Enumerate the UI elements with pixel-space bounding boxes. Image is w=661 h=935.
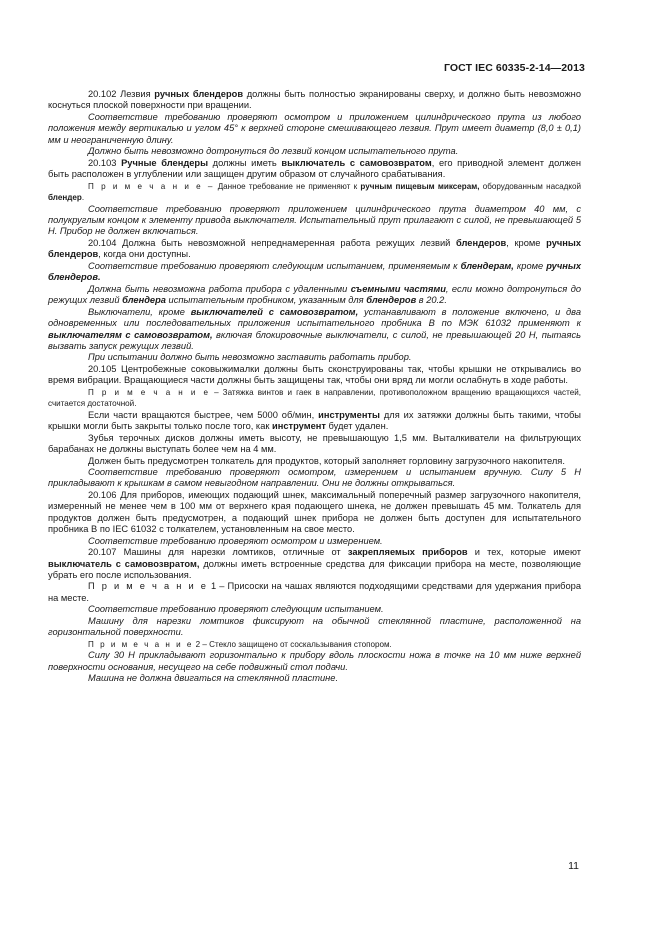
text-run: Если части вращаются быстрее, чем 5000 об/мин, bbox=[88, 409, 319, 420]
text-run: 20.106 Для приборов, имеющих подающий шнек, максимальный поперечный размер загрузочного накопителя, измеренный не менее чем в 100 мм от верхнего края подающего шнека, не должен превышать 45 мм. Толкатель для продуктов должен быть предусмотрен, а подающий шнек прибора не должен быть доступен для испытательного пробника В по IEC 61032 с толкателем, установленным на свое место. bbox=[48, 489, 581, 535]
text-run: Машину для нарезки ломтиков фиксируют на обычной стеклянной пластине, расположенной на горизонтальной поверхности. bbox=[48, 615, 581, 638]
paragraph bbox=[48, 261, 581, 284]
bold-term: Ручные блендеры bbox=[121, 157, 209, 168]
note-label: П р и м е ч а н и е bbox=[88, 639, 194, 649]
bold-term: блендерам, bbox=[460, 260, 514, 271]
paragraph bbox=[48, 146, 581, 157]
note-label: П р и м е ч а н и е bbox=[88, 387, 210, 397]
text-run: – Затяжка винтов и гаек в направлении, противоположном вращению вращающихся частей, считается достаточной. bbox=[48, 387, 581, 409]
text-run: Соответствие требованию проверяют осмотром и измерением. bbox=[88, 535, 383, 546]
bold-term: съемными частями bbox=[350, 283, 446, 294]
text-run: . bbox=[81, 193, 85, 203]
text-run: 20.103 bbox=[88, 157, 122, 168]
paragraph bbox=[48, 158, 581, 181]
text-run: Зубья терочных дисков должны иметь высоту, не превышающую 1,5 мм. Выталкиватели на фильтрующих барабанах не должны выступать более чем на 4 мм. bbox=[48, 432, 581, 455]
paragraph bbox=[48, 112, 581, 146]
note-paragraph bbox=[48, 581, 581, 604]
text-run: 1 – Присоски на чашах являются подходящими средствами для удержания прибора на месте. bbox=[48, 581, 581, 603]
text-run: для их затяжки должны быть такими, чтобы крышки могли быть закрыты только после того, как bbox=[48, 409, 581, 432]
text-run: Должен быть предусмотрен толкатель для продуктов, который заполняет горловину загрузочного накопителя. bbox=[88, 455, 565, 466]
text-run: в 20.2. bbox=[416, 295, 447, 306]
text-run: 20.107 Машины для нарезки ломтиков, отличные от bbox=[88, 547, 348, 558]
bold-term: блендеров bbox=[366, 295, 417, 306]
standard-designation: ГОСТ IEC 60335-2-14—2013 bbox=[443, 62, 585, 74]
text-run: Данное требование не применяют к bbox=[214, 181, 361, 191]
paragraph bbox=[48, 307, 581, 353]
paragraph bbox=[48, 352, 581, 363]
bold-term: блендер bbox=[48, 193, 82, 203]
note-label: П р и м е ч а н и е bbox=[88, 581, 208, 592]
paragraph bbox=[48, 536, 581, 547]
paragraph bbox=[48, 673, 581, 684]
bold-term: выключатель с самовозвратом bbox=[281, 157, 432, 168]
text-run: , его приводной элемент должен быть расположен в углублении или защищен другим образом от случайного срабатывания. bbox=[48, 157, 581, 180]
text-run: должны иметь bbox=[208, 157, 282, 168]
text-run: При испытании должно быть невозможно заставить работать прибор. bbox=[88, 352, 412, 363]
paragraph bbox=[48, 456, 581, 467]
text-run: Соответствие требованию проверяют приложением цилиндрического прута диаметром 40 мм, с полукруглым концом к элементу привода выключателя. Испытательный прут прилагают с силой, не превышающей 5 Н. Прибор не должен включаться. bbox=[48, 203, 581, 237]
paragraph bbox=[48, 204, 581, 238]
page-body bbox=[48, 89, 581, 685]
bold-term: инструмент bbox=[272, 421, 326, 432]
bold-term: ручных блендеров. bbox=[48, 260, 581, 283]
text-run: кроме bbox=[513, 260, 547, 271]
bold-term: ручных блендеров bbox=[154, 89, 244, 99]
text-run: должны быть полностью экранированы сверху, и должно быть невозможно коснуться плоской поверхности при вращении. bbox=[48, 89, 581, 111]
text-run: и тех, которые имеют bbox=[467, 547, 581, 558]
text-run: будет удален. bbox=[325, 421, 389, 432]
paragraph bbox=[48, 490, 581, 536]
text-run: Должна быть невозможна работа прибора с удаленными bbox=[88, 283, 351, 294]
text-run: Машина не должна двигаться на стеклянной пластине. bbox=[88, 673, 339, 684]
paragraph bbox=[48, 238, 581, 261]
paragraph bbox=[48, 547, 581, 581]
text-run: оборудованным насадкой bbox=[479, 181, 582, 191]
bold-term: выключателям с самовозвратом, bbox=[48, 329, 213, 340]
text-run: включая блокировочные выключатели, с силой, не превышающей 20 Н, пытаясь вызвать запуск режущих лезвий. bbox=[48, 329, 581, 351]
text-run: Силу 30 Н прикладывают горизонтально к прибору вдоль плоскости ножа в точке на 10 мм ниже верхней поверхности основания, несущего на себе подвижный стол подачи. bbox=[48, 650, 581, 672]
text-run: Соответствие требованию проверяют осмотром и приложением цилиндрического прута из любого положения между вертикалью и углом 45° к верхней стороне смешивающего лезвия. Прут имеет диаметр (8,0 ± 0,1) мм и неограниченную длину. bbox=[48, 111, 581, 145]
text-run: , кроме bbox=[506, 237, 547, 248]
text-run: , если можно дотронуться до режущих лезвий bbox=[48, 283, 581, 306]
bold-term: закрепляемых приборов bbox=[347, 547, 468, 558]
paragraph bbox=[48, 650, 581, 673]
bold-term: инструменты bbox=[318, 409, 380, 420]
bold-term: ручных блендеров bbox=[48, 237, 581, 260]
note-paragraph bbox=[48, 387, 581, 410]
note-label: П р и м е ч а н и е – bbox=[88, 181, 215, 191]
bold-term: выключателей с самовозвратом, bbox=[190, 306, 359, 317]
text-run: Должно быть невозможно дотронуться до лезвий концом испытательного прута. bbox=[88, 146, 459, 157]
text-run: 20.105 Центробежные соковыжималки должны быть сконструированы так, чтобы крышки не открывались во время вибрации. Вращающиеся части должны быть защищены так, чтобы они вряд ли могли ослабнуть в ходе работы. bbox=[48, 363, 581, 386]
paragraph bbox=[48, 604, 581, 615]
bold-term: выключатель с самовозвратом, bbox=[48, 558, 200, 569]
paragraph bbox=[48, 89, 581, 112]
text-run: должны иметь встроенные средства для фиксации прибора на месте, позволяющие убрать его после использования. bbox=[48, 558, 581, 581]
bold-term: ручным пищевым миксерам, bbox=[360, 181, 480, 191]
text-run: Соответствие требованию проверяют осмотром, измерением и испытанием вручную. Силу 5 Н прикладывают к крышкам в самом невыгодном направлении. Они не должны открываться. bbox=[48, 466, 581, 489]
text-run: 2 – Стекло защищено от соскальзывания стопором. bbox=[193, 639, 392, 649]
text-run: 20.102 Лезвия bbox=[88, 89, 155, 99]
bold-term: блендеров bbox=[456, 237, 507, 248]
paragraph bbox=[48, 284, 581, 307]
paragraph bbox=[48, 467, 581, 490]
paragraph bbox=[48, 616, 581, 639]
text-run: устанавливают в положение включено, и два одновременных или последовательных приложения испытательного пробника В по МЭК 61032 применяют к bbox=[48, 306, 581, 329]
paragraph bbox=[48, 410, 581, 433]
bold-term: блендера bbox=[122, 295, 166, 306]
text-run: испытательным пробником, указанным для bbox=[165, 295, 367, 306]
text-run: Соответствие требованию проверяют следующим испытанием. bbox=[88, 604, 384, 615]
page-number: 11 bbox=[568, 860, 579, 872]
paragraph bbox=[48, 433, 581, 456]
note-paragraph bbox=[48, 639, 581, 650]
text-run: 20.104 Должна быть невозможной непреднамеренная работа режущих лезвий bbox=[88, 237, 457, 248]
note-paragraph bbox=[48, 181, 581, 204]
text-run: Выключатели, кроме bbox=[88, 306, 191, 317]
text-run: , когда они доступны. bbox=[98, 249, 191, 260]
paragraph bbox=[48, 364, 581, 387]
text-run: Соответствие требованию проверяют следующим испытанием, применяемым к bbox=[88, 260, 461, 271]
